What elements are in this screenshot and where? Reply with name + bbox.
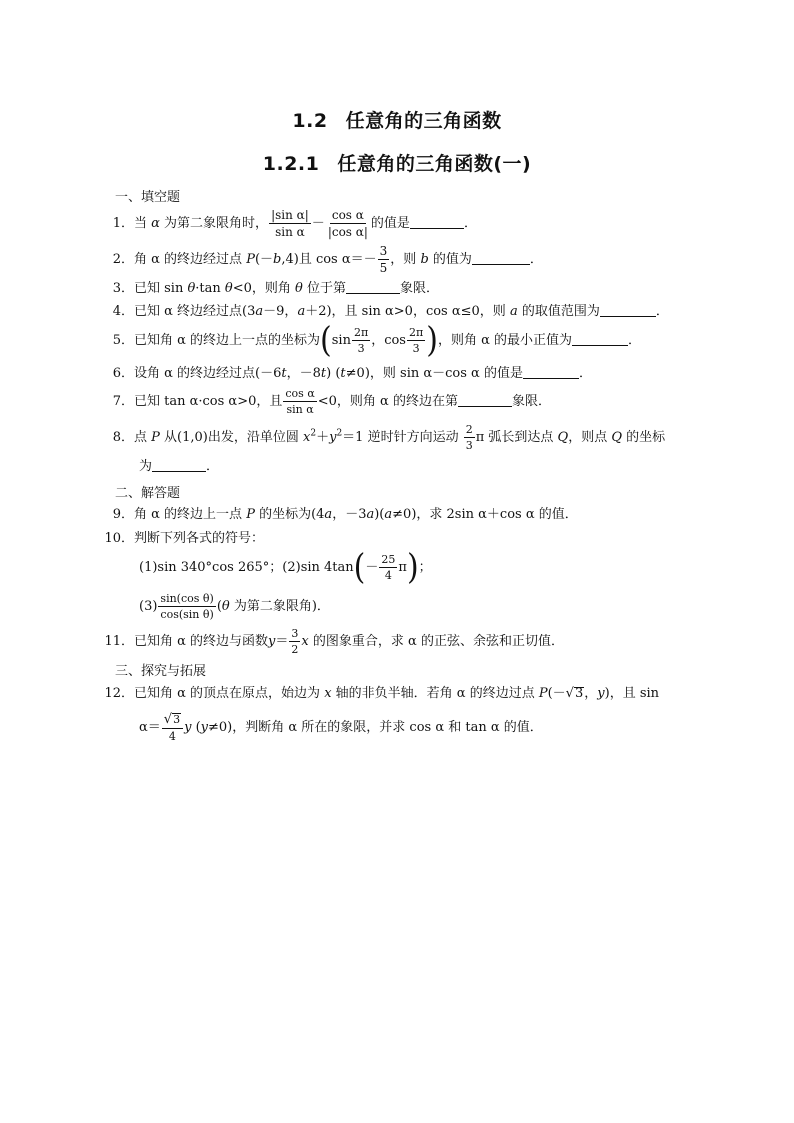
fraction: $\frac{3}{5}$ xyxy=(379,244,388,275)
fraction: $\frac{√3}{4}$ xyxy=(162,713,183,742)
answer-blank[interactable] xyxy=(523,364,579,379)
question-1: 1．当 α 为第二象限角时， $\frac{\text{|sin α|}}{\text{sin α}}$ － $\frac{\text{cos α}}{\text{|cos α|}}$ 的值是 ． xyxy=(112,208,477,239)
fraction: $\frac{\text{cos α}}{\text{|cos α|}}$ xyxy=(327,208,368,239)
question-6: 6．设角 α 的终边经过点(－6t，－8t) (t≠0)，则 sin α－cos α 的值是 ． xyxy=(112,366,592,381)
answer-blank[interactable] xyxy=(472,250,530,265)
question-11: 11．已知角 α 的终边与函数y＝ $\frac{3}{2}$ x 的图象重合，求 α 的正弦、余弦和正切值． xyxy=(104,627,564,656)
answer-blank[interactable] xyxy=(572,331,628,346)
answer-blank[interactable] xyxy=(458,392,512,407)
section-title-text: 任意角的三角函数 xyxy=(345,110,502,132)
sqrt-icon: √ xyxy=(163,712,173,727)
question-4: 4．已知 α 终边经过点(3a－9，a＋2)，且 sin α>0，cos α≤0，则 a 的取值范围为 ． xyxy=(112,304,669,319)
answer-blank[interactable] xyxy=(410,214,464,229)
question-10: 10．判断下列各式的符号： xyxy=(104,531,265,546)
question-10-part3: (3) $\frac{\text{sin(cos θ)}}{\text{cos(sin θ)}}$ (θ 为第二象限角)． xyxy=(139,592,330,621)
question-10-part1: (1)sin 340°cos 265°；(2)sin 4tan(－ $\frac{25}{4}$ π)； xyxy=(139,546,432,588)
section-title xyxy=(0,106,794,133)
answer-blank[interactable] xyxy=(152,457,206,472)
question-12: 12．已知角 α 的顶点在原点，始边为 x 轴的非负半轴．若角 α 的终边过点 P(－√3，y)，且 sin xyxy=(104,686,660,701)
fraction: $\frac{2}{3}$ xyxy=(465,423,473,452)
sqrt-icon: √ xyxy=(565,686,574,701)
question-8: 8．点 P 从(1,0)出发，沿单位圆 $x^2+y^2=1$ 逆时针方向运动 $\frac{2}{3}$ π 弧长到达点 Q，则点 Q 的坐标 xyxy=(112,423,666,452)
question-3: 3．已知 sin θ·tan θ<0，则角 θ 位于第 象限． xyxy=(112,281,440,296)
heading-solutions: 二、解答题 xyxy=(115,486,181,501)
question-5: 5．已知角 α 的终边上一点的坐标为(sin $\frac{2\pi}{3}$ ，cos $\frac{2\pi}{3}$ )，则角 α 的最小正值为 ． xyxy=(112,319,641,361)
question-7: 7．已知 tan α·cos α>0，且 $\frac{\text{cos α}}{\text{sin α}}$ <0，则角 α 的终边在第 象限． xyxy=(112,387,551,416)
answer-blank[interactable] xyxy=(346,279,400,294)
question-8-cont: 为 ． xyxy=(139,459,220,474)
fraction: $\frac{2\pi}{3}$ xyxy=(353,326,369,355)
subsection-title xyxy=(0,149,794,176)
fraction: $\frac{2\pi}{3}$ xyxy=(408,326,424,355)
question-2: 2．角 α 的终边经过点 P(－b,4)且 cos α＝－ $\frac{3}{5}$ ，则 b 的值为 ． xyxy=(112,244,543,275)
heading-fill-blank: 一、填空题 xyxy=(115,190,181,205)
fraction: $\frac{\text{|sin α|}}{\text{sin α}}$ xyxy=(271,208,309,239)
fraction: $\frac{25}{4}$ xyxy=(381,553,396,582)
question-12-cont: α＝ $\frac{√3}{4}$ y (y≠0)，判断角 α 所在的象限，并求 cos α 和 tan α 的值． xyxy=(139,712,543,743)
fraction: $\frac{\text{sin(cos θ)}}{\text{cos(sin θ)}}$ xyxy=(160,592,214,621)
fraction: $\frac{3}{2}$ xyxy=(291,627,299,656)
fraction: $\frac{\text{cos α}}{\text{sin α}}$ xyxy=(285,387,315,416)
answer-blank[interactable] xyxy=(600,302,656,317)
section-number: 1.2 xyxy=(292,110,328,132)
subsection-number: 1.2.1 xyxy=(262,153,320,175)
heading-exploration: 三、探究与拓展 xyxy=(115,664,207,679)
question-9: 9．角 α 的终边上一点 P 的坐标为(4a，－3a)(a≠0)，求 2sin α＋cos α 的值． xyxy=(112,507,578,522)
subsection-title-text: 任意角的三角函数(一) xyxy=(337,153,532,175)
